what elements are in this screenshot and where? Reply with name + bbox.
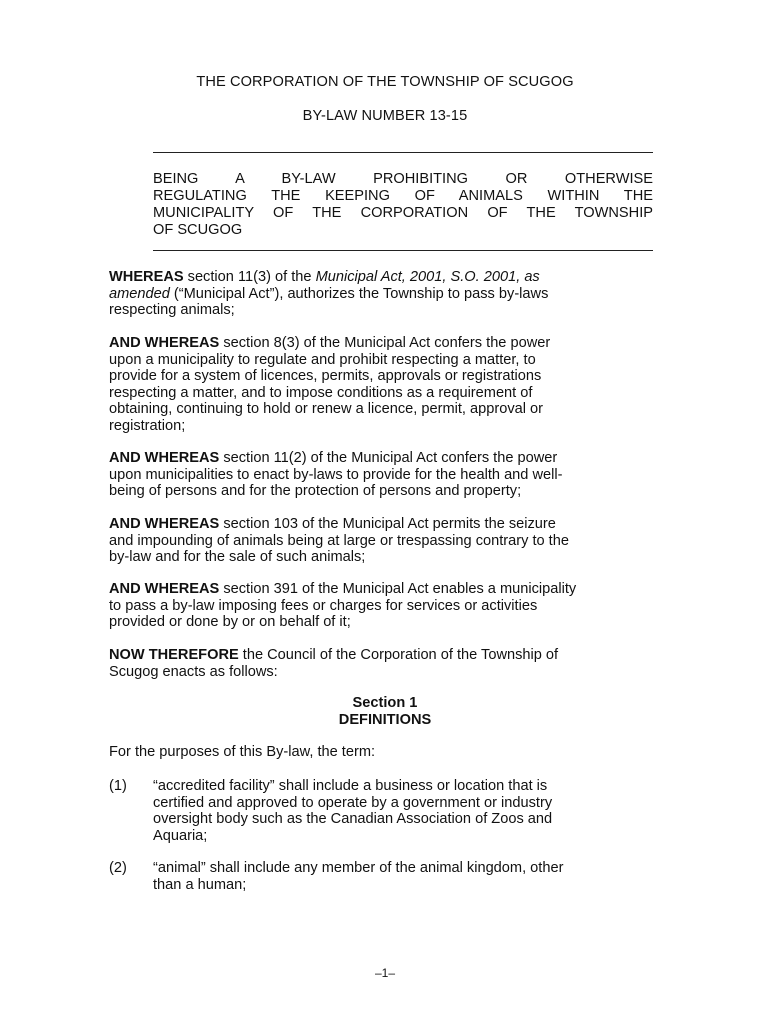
section-title: DEFINITIONS [338, 712, 432, 728]
recital-lead: WHEREAS [109, 269, 184, 285]
recital-whereas-103: AND WHEREAS section 103 of the Municipal Act permits the seizure and impounding of animals being at large or trespassing contrary to the by-law and for the sale of such animals; [109, 516, 569, 566]
bylaw-number-heading: BY-LAW NUMBER 13-15 [302, 108, 468, 124]
recital-lead: AND WHEREAS [109, 450, 220, 466]
definition-number: (2) [109, 860, 127, 876]
section-number: Section 1 [352, 695, 418, 711]
bylaw-title [153, 171, 653, 239]
bylaw-title-line: OF SCUGOG [153, 222, 243, 238]
recital-lead: AND WHEREAS [109, 335, 220, 351]
bylaw-title-line: MUNICIPALITY OF THE CORPORATION OF THE TOWNSHIP [153, 205, 653, 221]
title-rule-top [153, 152, 653, 153]
recital-whereas-8-3: AND WHEREAS section 8(3) of the Municipal Act confers the power upon a municipality to regulate and prohibit respecting a matter, to provide for a system of licences, permits, approvals or registrations respecting a matter, and to impose conditions as a requirement of obtaining, continuing to hold or renew a licence, permit, approval or registration; [109, 335, 551, 434]
corporation-heading: THE CORPORATION OF THE TOWNSHIP OF SCUGOG [196, 74, 574, 90]
enacting-clause: NOW THEREFORE the Council of the Corporation of the Township of Scugog enacts as follows: [109, 647, 559, 680]
definition-accredited-facility: “accredited facility” shall include a business or location that is certified and approved to operate by a government or industry oversight body such as the Canadian Association of Zoos and Aquaria; [153, 778, 553, 844]
recital-lead: NOW THEREFORE [109, 647, 239, 663]
recital-whereas-11-3: WHEREAS section 11(3) of the Municipal Act, 2001, S.O. 2001, as amended (“Municipal Act”), authorizes the Township to pass by-laws respecting animals; [109, 269, 549, 319]
bylaw-title-line: BEING A BY-LAW PROHIBITING OR OTHERWISE [153, 171, 653, 187]
recital-whereas-391: AND WHEREAS section 391 of the Municipal Act enables a municipality to pass a by-law imposing fees or charges for services or activities provided or done by or on behalf of it; [109, 581, 577, 631]
recital-lead: AND WHEREAS [109, 581, 220, 597]
definitions-intro: For the purposes of this By-law, the term: [109, 744, 376, 760]
bylaw-title-line: REGULATING THE KEEPING OF ANIMALS WITHIN THE [153, 188, 653, 204]
title-rule-bottom [153, 250, 653, 251]
page-number: –1– [374, 966, 396, 980]
definition-number: (1) [109, 778, 127, 794]
act-citation: Municipal Act, 2001, S.O. 2001, as [315, 269, 540, 285]
recital-whereas-11-2: AND WHEREAS section 11(2) of the Municipal Act confers the power upon municipalities to enact by-laws to provide for the health and well- being of persons and for the protection of persons and property; [109, 450, 563, 500]
recital-lead: AND WHEREAS [109, 516, 220, 532]
definition-animal: “animal” shall include any member of the animal kingdom, other than a human; [153, 860, 564, 893]
